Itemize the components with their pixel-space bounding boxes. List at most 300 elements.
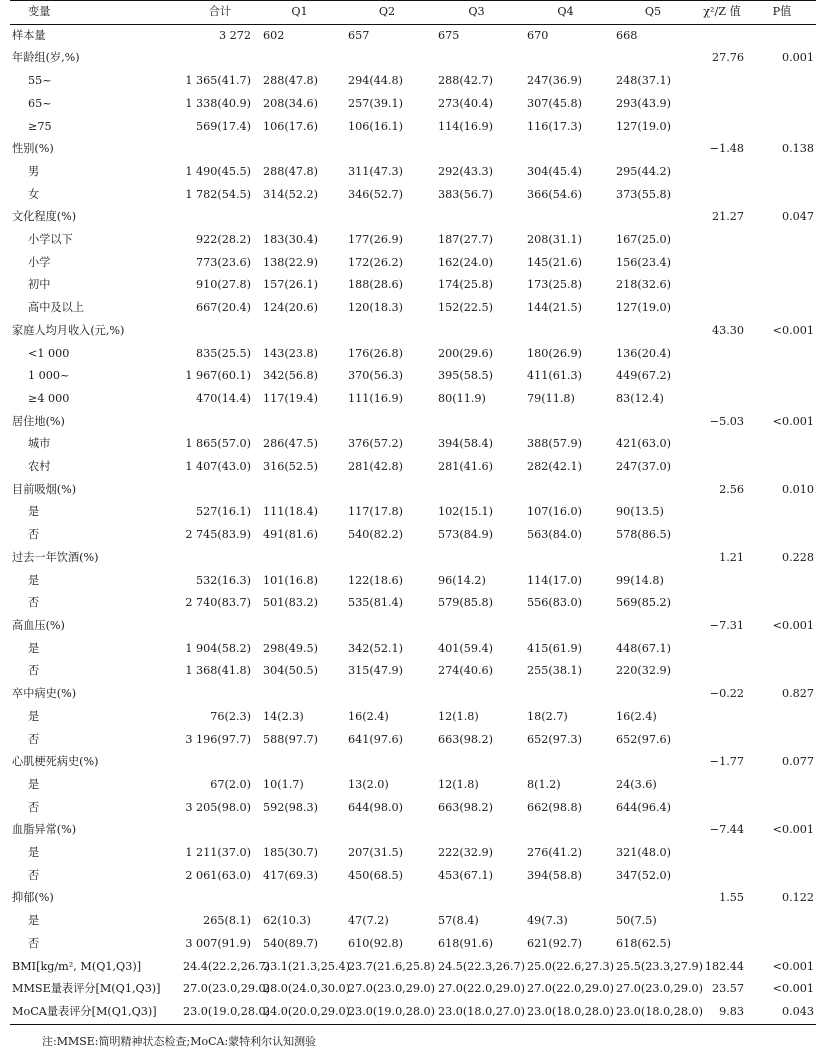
cell-total: 2 061(63.0) (185, 868, 251, 882)
cell-statistic (696, 297, 748, 320)
cell-q2: 16(2.4) (348, 709, 389, 723)
cell-q2: 450(68.5) (348, 868, 403, 882)
cell-statistic: 43.30 (711, 323, 744, 337)
cell-p-value (748, 456, 816, 479)
cell-q1 (257, 206, 342, 229)
row-label: 小学以下 (28, 233, 73, 247)
cell-p-value (748, 388, 816, 411)
cell-statistic (696, 729, 748, 752)
cell-q2: 610(92.8) (348, 936, 403, 950)
row-label: 高血压(%) (12, 618, 65, 632)
cell-q3: 401(59.4) (438, 641, 493, 655)
cell-q3: 618(91.6) (438, 936, 493, 950)
cell-q3: 394(58.4) (438, 437, 493, 451)
cell-q1 (257, 751, 342, 774)
cell-q1: 111(18.4) (263, 505, 318, 519)
cell-statistic (696, 252, 748, 275)
cell-q3: 453(67.1) (438, 868, 493, 882)
cell-q2: 106(16.1) (348, 119, 403, 133)
cell-q3 (432, 411, 521, 434)
row-label: 文化程度(%) (12, 210, 77, 224)
row-label: 男 (28, 164, 40, 178)
cell-q2: 176(26.8) (348, 346, 403, 360)
cell-q2: 117(17.8) (348, 505, 403, 519)
cell-q4: 208(31.1) (527, 233, 582, 247)
table-row (10, 956, 816, 979)
table-row (10, 887, 816, 910)
cell-total: 24.4(22.2,26.7) (183, 959, 271, 973)
cell-q4: 276(41.2) (527, 846, 582, 860)
cell-statistic (696, 229, 748, 252)
cell-statistic (696, 456, 748, 479)
cell-total: 67(2.0) (210, 777, 251, 791)
row-label: 否 (28, 732, 40, 746)
row-label: 心肌梗死病史(%) (12, 755, 99, 769)
cell-statistic (696, 365, 748, 388)
cell-q5: 449(67.2) (616, 369, 671, 383)
cell-statistic (696, 343, 748, 366)
cell-q5: 25.5(23.3,27.9) (616, 959, 704, 973)
cell-q2: 122(18.6) (348, 573, 403, 587)
cell-q3 (432, 206, 521, 229)
cell-statistic (696, 70, 748, 93)
cell-statistic (696, 24, 748, 47)
cell-q5: 136(20.4) (616, 346, 671, 360)
cell-q2: 657 (348, 28, 370, 42)
cell-q1: 314(52.2) (263, 187, 318, 201)
table-row (10, 865, 816, 888)
cell-total (183, 751, 257, 774)
table-row (10, 297, 816, 320)
cell-p-value (748, 660, 816, 683)
header-statistic: χ²/Z 值 (703, 5, 741, 18)
cell-q5: 16(2.4) (616, 709, 657, 723)
row-label: BMI[kg/m², M(Q1,Q3)] (12, 959, 142, 973)
row-label: 是 (28, 846, 40, 860)
cell-q3: 187(27.7) (438, 233, 493, 247)
table-row (10, 1001, 816, 1024)
cell-q1: 592(98.3) (263, 800, 318, 814)
cell-total (183, 615, 257, 638)
row-label: 1 000~ (28, 369, 70, 383)
cell-total: 1 490(45.5) (185, 164, 251, 178)
cell-q2: 342(52.1) (348, 641, 403, 655)
cell-q5: 247(37.0) (616, 460, 671, 474)
cell-q4: 114(17.0) (527, 573, 582, 587)
cell-q3: 27.0(22.0,29.0) (438, 982, 526, 996)
cell-p-value (748, 184, 816, 207)
cell-total: 76(2.3) (210, 709, 251, 723)
cell-p-value: <0.001 (772, 823, 814, 837)
cell-q3 (432, 47, 521, 70)
cell-q2 (342, 47, 432, 70)
table-row (10, 24, 816, 47)
cell-q1 (257, 887, 342, 910)
cell-q3 (432, 138, 521, 161)
table-row (10, 910, 816, 933)
cell-q1 (257, 683, 342, 706)
cell-p-value (748, 592, 816, 615)
cell-q5: 27.0(23.0,29.0) (616, 982, 704, 996)
row-label: 性别(%) (12, 142, 54, 156)
cell-q3: 273(40.4) (438, 96, 493, 110)
row-label: 初中 (28, 278, 51, 292)
cell-q5: 295(44.2) (616, 164, 671, 178)
cell-total: 3 272 (218, 28, 251, 42)
baseline-characteristics-table (10, 0, 816, 1025)
table-row (10, 842, 816, 865)
cell-q3 (432, 547, 521, 570)
cell-p-value (748, 93, 816, 116)
header-q5: Q5 (644, 5, 662, 18)
cell-q5 (610, 411, 696, 434)
cell-q5 (610, 615, 696, 638)
cell-statistic (696, 706, 748, 729)
row-label: 是 (28, 641, 40, 655)
cell-total: 23.0(19.0,28.0) (183, 1004, 271, 1018)
cell-statistic (696, 161, 748, 184)
cell-q3 (432, 479, 521, 502)
cell-q4 (521, 411, 610, 434)
row-label: 血脂异常(%) (12, 823, 77, 837)
row-label: 是 (28, 505, 40, 519)
cell-q2 (342, 138, 432, 161)
cell-q1: 143(23.8) (263, 346, 318, 360)
cell-total: 2 745(83.9) (185, 528, 251, 542)
cell-q1: 14(2.3) (263, 709, 304, 723)
table-footnote: 注:MMSE:简明精神状态检查;MoCA:蒙特利尔认知测验 (42, 1035, 317, 1048)
cell-q2 (342, 819, 432, 842)
cell-q3: 288(42.7) (438, 74, 493, 88)
cell-q5 (610, 547, 696, 570)
cell-statistic (696, 433, 748, 456)
table-row (10, 615, 816, 638)
cell-statistic: −5.03 (709, 414, 744, 428)
cell-statistic (696, 797, 748, 820)
cell-q5: 652(97.6) (616, 732, 671, 746)
cell-total: 532(16.3) (196, 573, 251, 587)
cell-q5: 90(13.5) (616, 505, 664, 519)
cell-statistic: 182.44 (704, 959, 744, 973)
cell-q3: 395(58.5) (438, 369, 493, 383)
cell-total: 1 904(58.2) (185, 641, 251, 655)
cell-q2: 644(98.0) (348, 800, 403, 814)
cell-q5: 23.0(18.0,28.0) (616, 1004, 704, 1018)
cell-q1: 342(56.8) (263, 369, 318, 383)
cell-statistic: −1.77 (709, 755, 744, 769)
cell-p-value (748, 365, 816, 388)
cell-q4: 670 (527, 28, 549, 42)
cell-p-value (748, 933, 816, 956)
cell-q2: 315(47.9) (348, 664, 403, 678)
cell-q5 (610, 320, 696, 343)
cell-p-value: 0.077 (781, 755, 814, 769)
cell-q3 (432, 683, 521, 706)
cell-total: 773(23.6) (196, 255, 251, 269)
cell-q2: 294(44.8) (348, 74, 403, 88)
cell-q2: 120(18.3) (348, 301, 403, 315)
cell-p-value: 0.010 (781, 482, 814, 496)
row-label: 否 (28, 596, 40, 610)
cell-q3: 152(22.5) (438, 301, 493, 315)
cell-q4: 23.0(18.0,28.0) (527, 1004, 615, 1018)
row-label: 农村 (28, 460, 51, 474)
cell-q5: 421(63.0) (616, 437, 671, 451)
cell-q4: 394(58.8) (527, 868, 582, 882)
cell-q2: 346(52.7) (348, 187, 403, 201)
cell-q3: 573(84.9) (438, 528, 493, 542)
cell-q4 (521, 615, 610, 638)
cell-statistic (696, 660, 748, 683)
cell-q5: 618(62.5) (616, 936, 671, 950)
cell-q3: 12(1.8) (438, 777, 479, 791)
cell-q4: 307(45.8) (527, 96, 582, 110)
cell-total (183, 887, 257, 910)
cell-q5 (610, 138, 696, 161)
table-row (10, 70, 816, 93)
row-label: 年龄组(岁,%) (12, 51, 80, 65)
cell-p-value (748, 729, 816, 752)
cell-q3: 12(1.8) (438, 709, 479, 723)
cell-q4: 411(61.3) (527, 369, 582, 383)
cell-q5: 569(85.2) (616, 596, 671, 610)
cell-statistic: 2.56 (719, 482, 744, 496)
row-label: MoCA量表评分[M(Q1,Q3)] (12, 1004, 157, 1018)
cell-q1: 23.1(21.3,25.4) (263, 959, 351, 973)
cell-total (183, 47, 257, 70)
cell-statistic (696, 638, 748, 661)
cell-q4: 49(7.3) (527, 914, 568, 928)
cell-q3: 383(56.7) (438, 187, 493, 201)
cell-statistic: 23.57 (711, 982, 744, 996)
cell-q2: 27.0(23.0,29.0) (348, 982, 436, 996)
cell-total: 3 196(97.7) (185, 732, 251, 746)
cell-q5: 347(52.0) (616, 868, 671, 882)
cell-total: 569(17.4) (196, 119, 251, 133)
row-label: ≥75 (28, 119, 52, 133)
cell-q1 (257, 47, 342, 70)
cell-p-value (748, 501, 816, 524)
cell-q2: 13(2.0) (348, 777, 389, 791)
cell-statistic (696, 501, 748, 524)
cell-p-value: 0.122 (781, 891, 814, 905)
cell-q3: 174(25.8) (438, 278, 493, 292)
cell-p-value (748, 706, 816, 729)
cell-q1: 588(97.7) (263, 732, 318, 746)
cell-q3: 102(15.1) (438, 505, 493, 519)
header-total: 合计 (208, 5, 232, 18)
cell-q1: 304(50.5) (263, 664, 318, 678)
cell-p-value (748, 797, 816, 820)
cell-q4: 180(26.9) (527, 346, 582, 360)
cell-statistic (696, 274, 748, 297)
cell-statistic (696, 524, 748, 547)
row-label: 否 (28, 800, 40, 814)
cell-q4: 107(16.0) (527, 505, 582, 519)
cell-q1: 501(83.2) (263, 596, 318, 610)
cell-q1: 124(20.6) (263, 301, 318, 315)
cell-p-value (748, 842, 816, 865)
cell-q4: 621(92.7) (527, 936, 582, 950)
cell-total: 527(16.1) (196, 505, 251, 519)
cell-total: 910(27.8) (196, 278, 251, 292)
cell-q1 (257, 138, 342, 161)
cell-q4 (521, 819, 610, 842)
cell-q4 (521, 683, 610, 706)
cell-total (183, 411, 257, 434)
cell-q4 (521, 479, 610, 502)
row-label: 过去一年饮酒(%) (12, 550, 99, 564)
cell-q1: 540(89.7) (263, 936, 318, 950)
cell-q4 (521, 887, 610, 910)
cell-q2: 257(39.1) (348, 96, 403, 110)
cell-q1: 298(49.5) (263, 641, 318, 655)
cell-q2 (342, 615, 432, 638)
row-label: 高中及以上 (28, 301, 84, 315)
cell-q1: 286(47.5) (263, 437, 318, 451)
cell-q2 (342, 751, 432, 774)
cell-q4 (521, 751, 610, 774)
cell-q5: 373(55.8) (616, 187, 671, 201)
cell-q4: 116(17.3) (527, 119, 582, 133)
row-label: ≥4 000 (28, 391, 70, 405)
cell-q2 (342, 547, 432, 570)
cell-q1: 208(34.6) (263, 96, 318, 110)
cell-q1: 24.0(20.0,29.0) (263, 1004, 351, 1018)
cell-q5 (610, 47, 696, 70)
cell-q4: 556(83.0) (527, 596, 582, 610)
cell-q4 (521, 138, 610, 161)
cell-q4: 282(42.1) (527, 460, 582, 474)
table-row (10, 252, 816, 275)
cell-q5 (610, 819, 696, 842)
cell-p-value (748, 161, 816, 184)
cell-p-value (748, 229, 816, 252)
cell-q1: 28.0(24.0,30.0) (263, 982, 351, 996)
cell-q3: 281(41.6) (438, 460, 493, 474)
cell-q2: 641(97.6) (348, 732, 403, 746)
cell-q3 (432, 819, 521, 842)
cell-q5: 248(37.1) (616, 74, 671, 88)
row-label: 抑郁(%) (12, 891, 54, 905)
cell-q1: 602 (263, 28, 285, 42)
cell-q1: 117(19.4) (263, 391, 318, 405)
cell-q4: 388(57.9) (527, 437, 582, 451)
cell-p-value (748, 252, 816, 275)
cell-p-value: 0.228 (781, 550, 814, 564)
cell-q4: 8(1.2) (527, 777, 561, 791)
cell-q2: 23.7(21.6,25.8) (348, 959, 436, 973)
cell-q5: 578(86.5) (616, 528, 671, 542)
cell-q4: 144(21.5) (527, 301, 582, 315)
table-row (10, 570, 816, 593)
cell-q3: 663(98.2) (438, 800, 493, 814)
cell-q1: 10(1.7) (263, 777, 304, 791)
row-label: 家庭人均月收入(元,%) (12, 323, 125, 337)
cell-p-value (748, 70, 816, 93)
table-row (10, 729, 816, 752)
cell-q2: 370(56.3) (348, 369, 403, 383)
cell-q2: 207(31.5) (348, 846, 403, 860)
row-label: 否 (28, 528, 40, 542)
table-row (10, 819, 816, 842)
cell-q5: 50(7.5) (616, 914, 657, 928)
cell-total (183, 479, 257, 502)
cell-total: 1 865(57.0) (185, 437, 251, 451)
cell-q5: 99(14.8) (616, 573, 664, 587)
cell-q3: 292(43.3) (438, 164, 493, 178)
table-row (10, 456, 816, 479)
cell-p-value (748, 297, 816, 320)
row-label: 是 (28, 777, 40, 791)
cell-total: 3 007(91.9) (185, 936, 251, 950)
cell-q2: 47(7.2) (348, 914, 389, 928)
table-row (10, 501, 816, 524)
table-row (10, 411, 816, 434)
cell-q5: 321(48.0) (616, 846, 671, 860)
table-row (10, 343, 816, 366)
table-row (10, 320, 816, 343)
cell-q1: 183(30.4) (263, 233, 318, 247)
cell-p-value: 0.043 (781, 1004, 814, 1018)
cell-q4: 366(54.6) (527, 187, 582, 201)
cell-q2: 111(16.9) (348, 391, 403, 405)
cell-total: 1 365(41.7) (185, 74, 251, 88)
cell-p-value: 0.827 (781, 687, 814, 701)
cell-total: 2 740(83.7) (185, 596, 251, 610)
cell-q5 (610, 751, 696, 774)
cell-total: 1 967(60.1) (185, 369, 251, 383)
cell-q5 (610, 206, 696, 229)
cell-q1: 185(30.7) (263, 846, 318, 860)
cell-q4: 662(98.8) (527, 800, 582, 814)
cell-q4 (521, 47, 610, 70)
table-row (10, 116, 816, 139)
cell-p-value: 0.138 (781, 142, 814, 156)
row-label: 目前吸烟(%) (12, 482, 77, 496)
cell-q1 (257, 547, 342, 570)
cell-total: 265(8.1) (203, 914, 251, 928)
table-row (10, 524, 816, 547)
cell-q3: 200(29.6) (438, 346, 493, 360)
header-q2: Q2 (378, 5, 396, 18)
table-row (10, 547, 816, 570)
cell-p-value (748, 570, 816, 593)
cell-q1: 62(10.3) (263, 914, 311, 928)
cell-q4: 304(45.4) (527, 164, 582, 178)
cell-q3: 57(8.4) (438, 914, 479, 928)
cell-q5: 448(67.1) (616, 641, 671, 655)
cell-q4: 79(11.8) (527, 391, 575, 405)
row-label: <1 000 (28, 346, 70, 360)
cell-q2 (342, 206, 432, 229)
cell-q5: 218(32.6) (616, 278, 671, 292)
cell-q2: 23.0(19.0,28.0) (348, 1004, 436, 1018)
cell-q3: 663(98.2) (438, 732, 493, 746)
table-row (10, 206, 816, 229)
cell-p-value (748, 274, 816, 297)
cell-q1: 288(47.8) (263, 164, 318, 178)
cell-total (183, 547, 257, 570)
cell-q4 (521, 206, 610, 229)
cell-q3: 222(32.9) (438, 846, 493, 860)
cell-q3: 24.5(22.3,26.7) (438, 959, 526, 973)
table-row (10, 47, 816, 70)
cell-q1: 157(26.1) (263, 278, 318, 292)
cell-p-value: <0.001 (772, 414, 814, 428)
cell-p-value (748, 774, 816, 797)
table-row (10, 978, 816, 1001)
